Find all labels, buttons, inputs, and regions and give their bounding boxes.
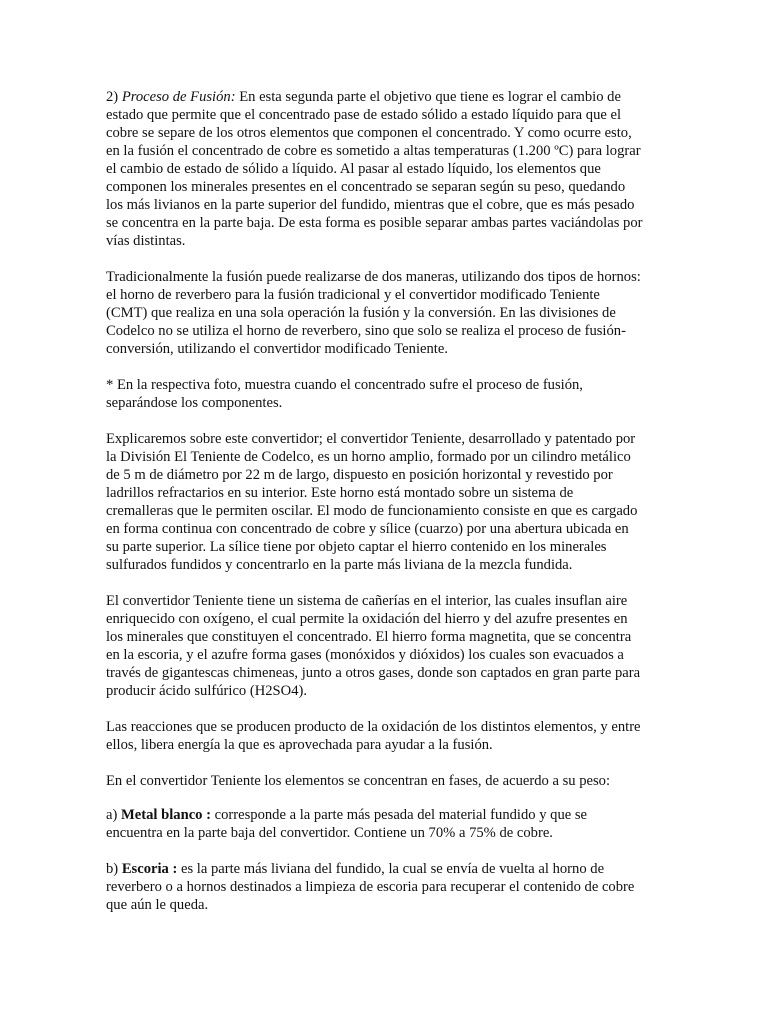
list-item-text: corresponde a la parte más pesada del material fundido y que se encuentra en la parte baja del convertidor. Contiene un 70% a 75% de cobre. [106, 807, 588, 841]
paragraph-sistema-canerias: El convertidor Teniente tiene un sistema de cañerías en el interior, las cuales insuflan aire enriquecido con oxígeno, el cual permite la oxidación del hierro y del azufre presentes en los minerales que constituyen el concentrado. El hierro forma magnetita, que se concentra en la escoria, y el azufre forma gases (monóxidos y dióxidos) los cuales son evacuados a través de gigantescas chimeneas, junto a otros gases, donde son captados en gran parte para producir ácido sulfúrico (H2SO4). [106, 593, 641, 699]
paragraph-foto-nota: * En la respectiva foto, muestra cuando el concentrado sufre el proceso de fusión, separándose los componentes. [106, 377, 583, 411]
paragraph-reacciones: Las reacciones que se producen producto de la oxidación de los distintos elementos, y entre ellos, libera energía la que es aprovechada para ayudar a la fusión. [106, 719, 641, 753]
list-item-escoria [106, 860, 662, 914]
paragraph-tipos-de-hornos: Tradicionalmente la fusión puede realizarse de dos maneras, utilizando dos tipos de hornos: el horno de reverbero para la fusión tradicional y el convertidor modificado Teniente (CMT) que realiza en una sola operación la fusión y la conversión. En las divisiones de Codelco no se utiliza el horno de reverbero, sino que solo se realiza el proceso de fusión- conversión, utilizando el convertidor modificado Teniente. [106, 269, 641, 357]
paragraph-proceso-de-fusion [106, 88, 662, 250]
paragraph-convertidor-teniente: Explicaremos sobre este convertidor; el convertidor Teniente, desarrollado y patentado por la División El Teniente de Codelco, es un horno amplio, formado por un cilindro metálico de 5 m de diámetro por 22 m de largo, dispuesto en posición horizontal y revestido por ladrillos refractarios en su interior. Este horno está montado sobre un sistema de cremalleras que le permiten oscilar. El modo de funcionamiento consiste en que es cargado en forma continua con concentrado de cobre y sílice (cuarzo) por una abertura ubicada en su parte superior. La sílice tiene por objeto captar el hierro contenido en los minerales sulfurados fundidos y concentrarlo en la parte más liviana de la mezcla fundida. [106, 431, 638, 573]
list-item-text: es la parte más liviana del fundido, la cual se envía de vuelta al horno de reverbero o a hornos destinados a limpieza de escoria para recuperar el contenido de cobre que aún le queda. [106, 861, 635, 913]
list-item-prefix: b) [106, 861, 122, 877]
section-number: 2) [106, 89, 122, 105]
list-item-term: Escoria : [121, 861, 178, 877]
list-item-term: Metal blanco : [121, 807, 211, 823]
paragraph-text: En esta segunda parte el objetivo que tiene es lograr el cambio de estado que permite que el concentrado pase de estado sólido a estado líquido para que el cobre se separe de los otros elementos que componen el concentrado. Y como ocurre esto, en la fusión el concentrado de cobre es sometido a altas temperaturas (1.200 ºC) para lograr el cambio de estado de sólido a líquido. Al pasar al estado líquido, los elementos que componen los minerales presentes en el concentrado se separan según su peso, quedando los más livianos en la parte superior del fundido, mientras que el cobre, que es más pesado se concentra en la parte baja. De esta forma es posible separar ambas partes vaciándolas por vías distintas. [106, 89, 643, 249]
list-item-prefix: a) [106, 807, 121, 823]
document-page [106, 88, 662, 932]
section-heading: Proceso de Fusión: [121, 89, 236, 105]
paragraph-fases: En el convertidor Teniente los elementos se concentran en fases, de acuerdo a su peso: [106, 773, 611, 789]
list-item-metal-blanco [106, 806, 662, 842]
